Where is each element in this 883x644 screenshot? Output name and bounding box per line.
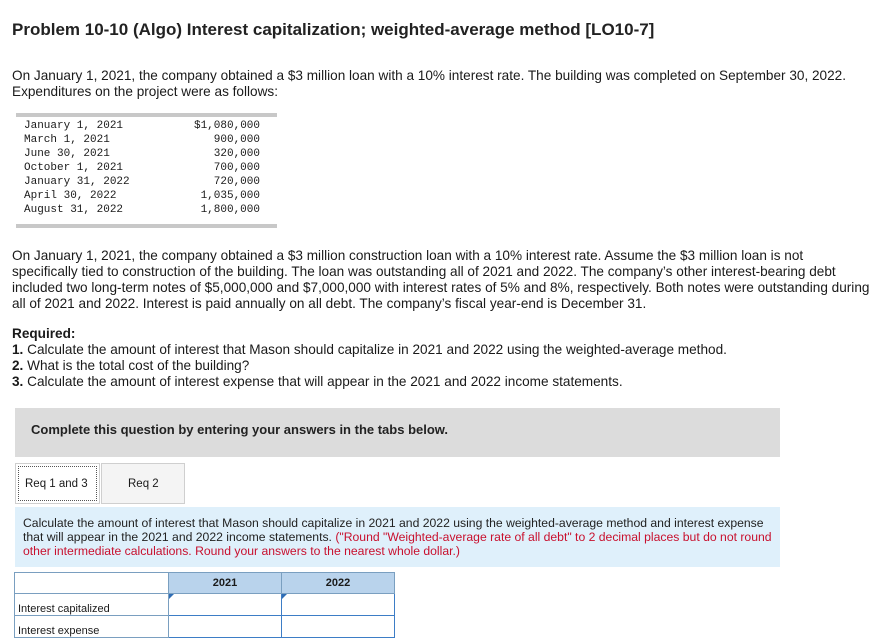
- column-header-2022: 2022: [282, 573, 395, 594]
- expenditure-amount: 1,800,000: [200, 204, 260, 216]
- interest-expense-2021-input[interactable]: [169, 616, 281, 637]
- interest-capitalized-2021-input[interactable]: [169, 594, 281, 615]
- expenditure-amount: 700,000: [213, 162, 260, 174]
- tab-label: Req 1 and 3: [25, 478, 88, 490]
- answer-header-blank: [15, 573, 169, 594]
- expenditure-amount: 320,000: [213, 148, 260, 160]
- required-item-text: What is the total cost of the building?: [23, 358, 250, 373]
- required-item-number: 1.: [12, 342, 24, 357]
- required-heading: Required:: [12, 326, 76, 341]
- tab-label: Req 2: [128, 478, 159, 490]
- question-instructions: [15, 507, 780, 567]
- table-row: [15, 616, 395, 638]
- expenditure-row: [24, 203, 268, 217]
- table-row: [15, 594, 395, 616]
- required-item-text: Calculate the amount of interest that Mason should capitalize in 2021 and 2022 using the weighted-average method.: [23, 342, 727, 357]
- instruction-banner: [15, 408, 780, 457]
- expenditures-table: [16, 113, 277, 228]
- problem-title: Problem 10-10 (Algo) Interest capitalization; weighted-average method [LO10-7]: [12, 20, 655, 39]
- expenditure-row: [24, 133, 268, 147]
- expenditure-row: [24, 189, 268, 203]
- input-marker-icon: [169, 594, 174, 599]
- required-item: [12, 342, 872, 358]
- expenditure-date: October 1, 2021: [24, 162, 124, 174]
- answer-cell: [282, 616, 395, 638]
- row-label-interest-capitalized: Interest capitalized: [15, 594, 169, 616]
- scenario-text: On January 1, 2021, the company obtained a $3 million construction loan with a 10% interest rate. Assume the $3 million loan is not specifically tied to construction of the building. The loan was outstanding all of 2021 and 2022. The company’s other interest-bearing debt included two long-term notes of $5,000,000 and $7,000,000 with interest rates of 5% and 8%, respectively. Both notes were outstanding during all of 2021 and 2022. Interest is paid annually on all debt. The company’s fiscal year-end is December 31.: [12, 248, 870, 311]
- interest-capitalized-2022-input[interactable]: [282, 594, 394, 615]
- tab-req-1-and-3[interactable]: [15, 463, 100, 504]
- row-label-interest-expense: Interest expense: [15, 616, 169, 638]
- column-header-2021: 2021: [169, 573, 282, 594]
- expenditure-date: August 31, 2022: [24, 204, 124, 216]
- required-item: [12, 374, 872, 390]
- interest-expense-2022-input[interactable]: [282, 616, 394, 637]
- required-section: [12, 326, 872, 390]
- answer-cell: [169, 616, 282, 638]
- tab-req-2[interactable]: [101, 463, 185, 504]
- instructions-rounding-note: ("Round "Weighted-average rate of all debt" to 2 decimal places but do not round other intermediate calculations. Round your answers to the nearest whole dollar.): [23, 530, 772, 558]
- expenditure-date: April 30, 2022: [24, 190, 117, 202]
- expenditure-date: January 31, 2022: [24, 176, 130, 188]
- required-item: [12, 358, 872, 374]
- answer-cell: [169, 594, 282, 616]
- required-item-text: Calculate the amount of interest expense that will appear in the 2021 and 2022 income statements.: [23, 374, 623, 389]
- expenditure-row: [24, 161, 268, 175]
- expenditure-amount: $1,080,000: [193, 120, 260, 132]
- expenditure-date: March 1, 2021: [24, 134, 110, 146]
- expenditure-row: [24, 119, 268, 133]
- input-marker-icon: [282, 594, 287, 599]
- expenditure-row: [24, 147, 268, 161]
- expenditure-date: June 30, 2021: [24, 148, 110, 160]
- answer-header-row: [15, 573, 395, 594]
- instructions-main: Calculate the amount of interest that Mason should capitalize in 2021 and 2022 using the weighted-average method and interest expense that will appear in the 2021 and 2022 income statements.: [23, 516, 764, 544]
- banner-text: Complete this question by entering your answers in the tabs below.: [31, 422, 449, 437]
- expenditure-amount: 900,000: [213, 134, 260, 146]
- expenditure-row: [24, 175, 268, 189]
- expenditure-date: January 1, 2021: [24, 120, 124, 132]
- required-item-number: 2.: [12, 358, 24, 373]
- required-item-number: 3.: [12, 374, 24, 389]
- intro-text: On January 1, 2021, the company obtained a $3 million loan with a 10% interest rate. The building was completed on September 30, 2022. Expenditures on the project were as follows:: [12, 68, 847, 99]
- answer-cell: [282, 594, 395, 616]
- expenditure-amount: 720,000: [213, 176, 260, 188]
- expenditure-amount: 1,035,000: [200, 190, 260, 202]
- answer-table: [14, 572, 395, 638]
